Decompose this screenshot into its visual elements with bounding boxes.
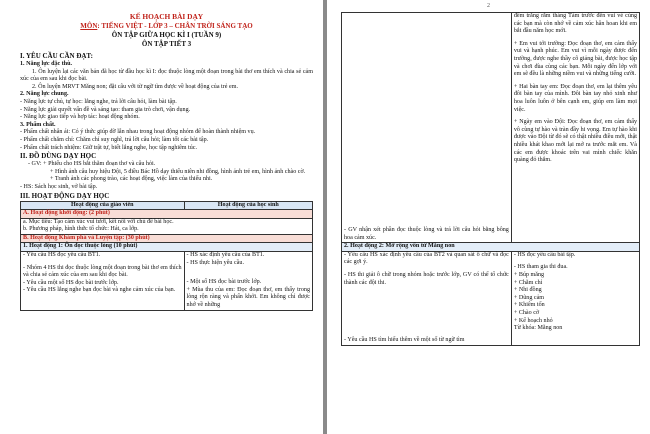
cell-text: - HS thi giải ô chữ trong nhóm hoặc trước lớp, GV có thể tổ chức thành các đội thi. (344, 271, 509, 286)
list-item: + Khiêm tốn (513, 302, 545, 309)
section-label: A. Hoạt động khởi động: (2 phút) (21, 210, 313, 219)
cell-text: - HS thực hiện yêu cầu. (186, 259, 244, 266)
subsection-specific-competence: 1. Năng lực đặc thù. (20, 61, 73, 67)
cell-text: + Em vui tới trường: Đọc đoạn thơ, em cảm thấy vui và hạnh phúc. Em vui vì mỗi ngày được đến trường, được nghe thầy cô giảng bài, được học tập và chơi đùa cùng các bạn. Mỗi ngày đến lớp với em sẽ đều là những niềm vui và những tiếng cười. (513, 40, 637, 78)
document-title: KẾ HOẠCH BÀI DẠY (129, 12, 204, 21)
teacher-cell (21, 252, 185, 311)
cell-text: - Yêu cầu một số HS đọc bài trước lớp. (23, 279, 119, 286)
table-row (342, 13, 640, 243)
paragraph: - Phẩm chất chăm chỉ: Chăm chỉ suy nghĩ, trả lời câu hỏi; làm tốt các bài tập. (20, 136, 209, 143)
list-item: + Chào cờ (513, 309, 540, 316)
list-item: + Dũng cảm (513, 294, 545, 301)
objective-text: a. Mục tiêu: Tạo cảm xúc vui tươi, kết nối với chủ đề bài học. (23, 218, 174, 225)
student-cell (184, 252, 312, 311)
table-row (342, 251, 640, 345)
section-activities: III. HOẠT ĐỘNG DẠY HỌC (20, 191, 110, 200)
cell-text: - Yêu cầu HS đọc yêu cầu BT1. (23, 252, 101, 259)
cell-text: - Yêu cầu HS tìm hiểu thêm về một số từ ngữ tìm (344, 337, 465, 344)
paragraph: - Năng lực tự chủ, tự học: lắng nghe, trả lời câu hỏi, làm bài tập. (20, 98, 177, 105)
review-title: ÔN TẬP GIỮA HỌC KÌ I (TUẦN 9) (111, 31, 222, 39)
subject-line (20, 22, 313, 31)
header-student: Hoạt động của học sinh (184, 201, 312, 210)
activity-row-2 (342, 243, 640, 252)
lesson-title: ÔN TẬP TIẾT 3 (141, 40, 192, 48)
section-requirements: I. YÊU CẦU CẦN ĐẠT: (20, 52, 93, 60)
subsection-general-competence: 2. Năng lực chung. (20, 91, 69, 98)
page-number: 2 (487, 3, 490, 9)
list-item: + Chăm chỉ (513, 279, 543, 286)
paragraph: + Hình ảnh câu huy hiệu Đội, 5 điều Bác Hồ dạy thiếu niên nhi đồng, hình ảnh trẻ em, hình ảnh chào cờ. (50, 168, 306, 175)
section-row-explore (21, 234, 313, 243)
paragraph: - GV: + Phiếu cho HS bắt thăm đoạn thơ và câu hỏi. (28, 161, 156, 168)
cell-text: + Ngày em vào Đội: Đọc đoạn thơ, em cảm thấy vô cùng tự hào và tràn đầy hi vọng. Em tự hào khi được vào Đội từ đó sẽ có thật nhiều điều mới, thật nhiều khát khao mới lại mở ra trước mắt em. Và các em được khoác trên vai mình chiếc khăn quàng đỏ thắm. (513, 119, 637, 164)
teacher-cell (342, 251, 512, 345)
method-text: b. Phương pháp, hình thức tổ chức: Hát, ca lớp. (23, 226, 139, 233)
paragraph: - Phẩm chất nhân ái: Có ý thức giúp đỡ lẫn nhau trong hoạt động nhóm để hoàn thành nhiệm vụ. (20, 129, 256, 136)
paragraph: - HS: Sách học sinh, vở bài tập. (20, 183, 98, 190)
teacher-cell (342, 13, 512, 243)
cell-text: - Một số HS đọc bài trước lớp. (186, 279, 262, 286)
section-materials: II. ĐỒ DÙNG DẠY HỌC (20, 152, 97, 161)
header-teacher: Hoạt động của giáo viên (21, 201, 185, 210)
student-cell (511, 251, 639, 345)
paragraph: 2. Ôn luyện MRVT Măng non; đặt câu với từ ngữ tìm được về hoạt động của trẻ em. (32, 83, 238, 90)
paragraph: 1. Ôn luyện lại các văn bản đã học từ đầu học kì I: đọc thuộc lòng một đoạn trong bài thơ em thích và chia sẻ cảm xúc của em sau khi đọc bài. (20, 68, 313, 83)
paragraph: - Năng lực giải quyết vấn đề và sáng tạo: tham gia trò chơi, vận dụng. (20, 106, 191, 113)
student-cell (511, 13, 639, 243)
section-row-warmup (21, 210, 313, 219)
list-item: + Búp măng (513, 271, 545, 278)
cell-text: - HS xác định yêu cầu của BT1. (186, 252, 265, 259)
cell-text: - Yêu cầu HS lắng nghe bạn đọc bài và nghe cảm xúc của bạn. (23, 287, 176, 294)
cell-text: đêm trăng rằm tháng Tám trước đến vui vẻ cùng các bạn mà còn nhớ về cảm xúc hân hoan khi em bắt đầu năm học mới. (513, 13, 637, 35)
activity-label: 2. Hoạt động 2: Mở rộng vốn từ Măng non (342, 243, 640, 252)
cell-text: - Nhóm 4 HS thi đọc thuộc lòng một đoạn trong bài thơ em thích và chia sẻ cảm xúc của em sau khi đọc bài. (23, 264, 182, 279)
cell-text: - HS tham gia thi đua. (513, 264, 568, 271)
activities-table-continued (341, 12, 640, 346)
cell-text: Từ khóa: Măng non (513, 325, 563, 332)
paragraph: + Tranh ảnh các phong trào, các hoạt động, việc làm của thiếu nhi. (50, 176, 213, 183)
list-item: + Nhi đồng (513, 287, 542, 294)
cell-text: - HS đọc yêu cầu bài tập. (513, 251, 576, 258)
activity-row-1 (21, 243, 313, 252)
table-header-row (21, 201, 313, 210)
subject-text: : TIẾNG VIỆT - LỚP 3 – CHÂN TRỜI SÁNG TẠO (97, 22, 253, 30)
activities-table (20, 201, 313, 311)
cell-text: + Mùa thu của em: Đọc đoạn thơ, em thấy trong lòng rộn ràng và phấn khởi. Em không chỉ được nhớ về những (186, 286, 310, 309)
cell-text: + Hai bàn tay em: Đọc đoạn thơ, em lại thêm yêu đôi bàn tay của mình. Đôi bàn tay nhỏ xinh như hoa luôn luôn ở bên cạnh em, giúp em làm mọi việc. (513, 83, 637, 113)
table-row (21, 252, 313, 311)
subject-label: MÔN (80, 22, 98, 30)
subsection-qualities: 3. Phẩm chất. (20, 121, 56, 128)
section-label: B. Hoạt động Khám phá và Luyện tập: (30 phút) (21, 234, 313, 243)
activity-label: 1. Hoạt động 1: Ôn đọc thuộc lòng (10 phút) (21, 243, 313, 252)
cell-text: - Yêu cầu HS xác định yêu cầu của BT2 và quan sát ô chữ và đọc các gợi ý. (344, 251, 509, 266)
list-item: + Kể hoạch nhỏ (513, 317, 553, 324)
cell-text: - GV nhận xét phần đọc thuộc lòng và trả lời câu hỏi bằng bông hoa cảm xúc. (344, 227, 509, 241)
document-page-2 (327, 0, 650, 434)
document-page-1 (0, 0, 323, 434)
paragraph: - Phẩm chất trách nhiệm: Giữ trật tự, biết lắng nghe, học tập nghiêm túc. (20, 144, 198, 151)
paragraph: - Năng lực giao tiếp và hợp tác: hoạt động nhóm. (20, 114, 140, 121)
table-row (21, 218, 313, 234)
